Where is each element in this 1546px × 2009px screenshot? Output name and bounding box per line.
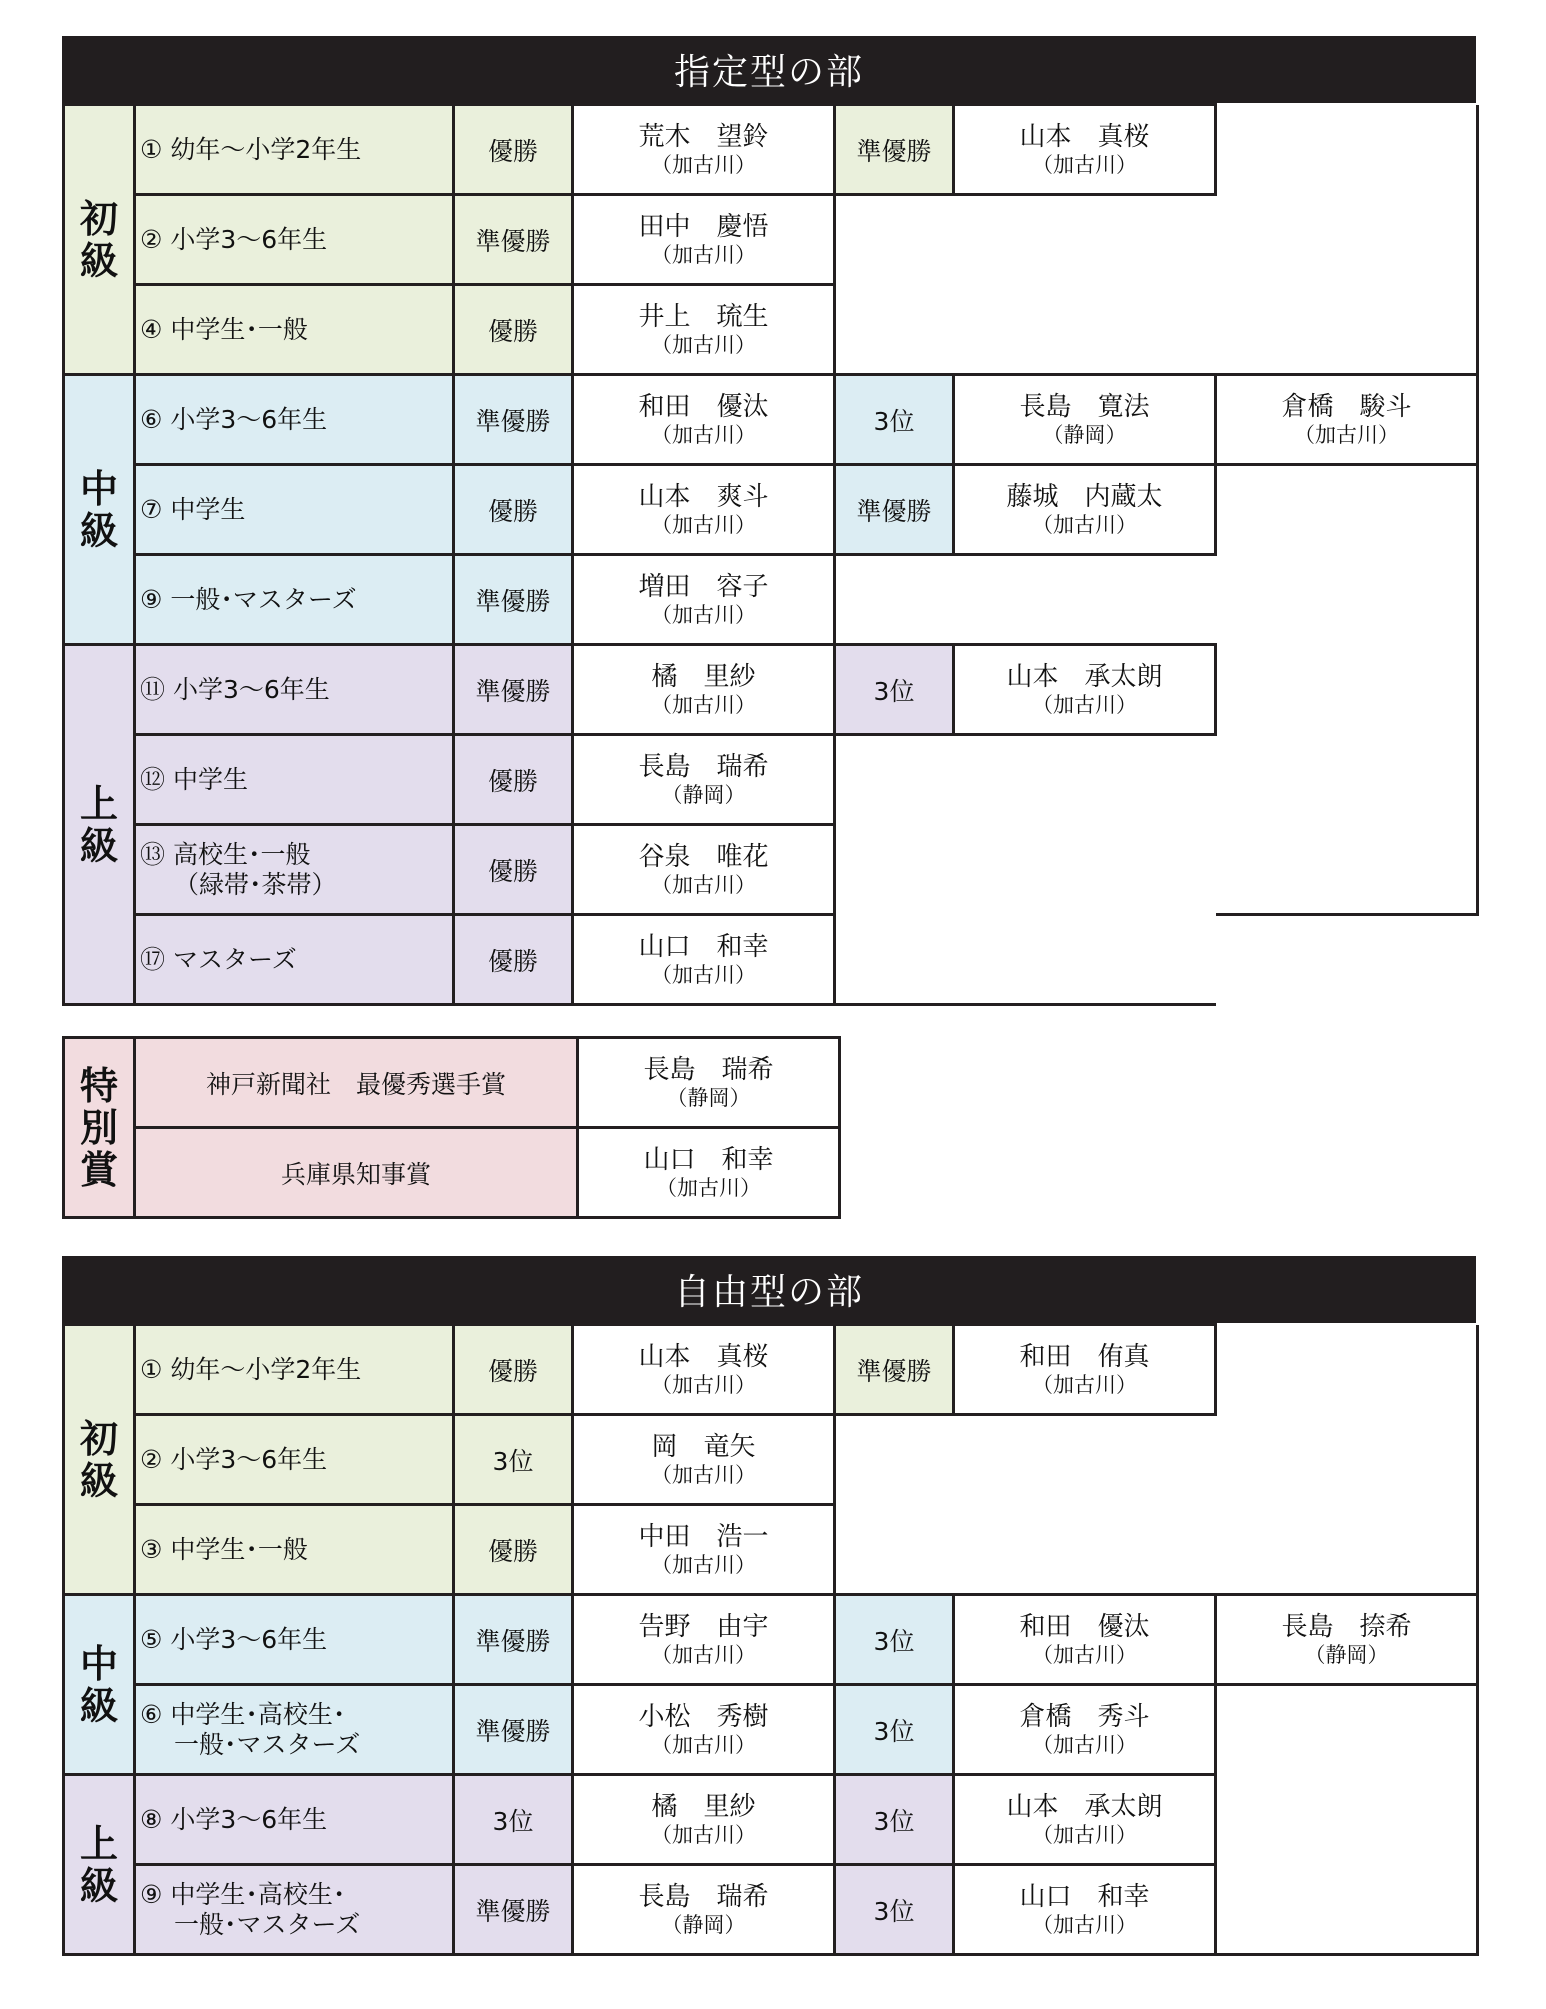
table-row	[64, 1685, 1478, 1775]
level-label: 初 級	[64, 1325, 135, 1595]
table-row	[64, 1595, 1478, 1685]
winner-cell: 長島 捺希 （静岡）	[1216, 1595, 1478, 1685]
level-label: 中 級	[64, 375, 135, 645]
winner-cell: 和田 優汰 （加古川）	[954, 1595, 1216, 1685]
category-cell: ③ 中学生･一般	[135, 1505, 454, 1595]
level-label: 中 級	[64, 1595, 135, 1775]
category-cell: ⑥ 小学3～6年生	[135, 375, 454, 465]
winner-cell: 長島 瑞希 （静岡）	[573, 1865, 835, 1955]
result-label: 準優勝	[454, 1595, 573, 1685]
category-cell: ② 小学3～6年生	[135, 1415, 454, 1505]
result-label: 準優勝	[835, 465, 954, 555]
result-label: 優勝	[454, 825, 573, 915]
winner-cell: 山本 真桜 （加古川）	[573, 1325, 835, 1415]
winner-cell: 中田 浩一 （加古川）	[573, 1505, 835, 1595]
result-label: 3位	[454, 1415, 573, 1505]
result-label: 優勝	[454, 915, 573, 1005]
result-label: 3位	[835, 375, 954, 465]
winner-cell: 井上 琉生 （加古川）	[573, 285, 835, 375]
winner-cell: 山本 真桜 （加古川）	[954, 105, 1216, 195]
award-name: 神戸新聞社 最優秀選手賞	[135, 1038, 578, 1128]
winner-cell: 荒木 望鈴 （加古川）	[573, 105, 835, 195]
result-label: 3位	[835, 645, 954, 735]
winner-cell: 岡 竜矢 （加古川）	[573, 1415, 835, 1505]
category-cell: ⑫ 中学生	[135, 735, 454, 825]
result-label: 3位	[454, 1775, 573, 1865]
winner-cell: 和田 優汰 （加古川）	[573, 375, 835, 465]
category-cell: ⑬ 高校生･一般 （緑帯･茶帯）	[135, 825, 454, 915]
winner-cell: 長島 寛法 （静岡）	[954, 375, 1216, 465]
result-label: 準優勝	[454, 195, 573, 285]
result-label: 優勝	[454, 735, 573, 825]
result-label: 準優勝	[835, 105, 954, 195]
results-table	[62, 103, 1479, 1006]
winner-cell: 山口 和幸 （加古川）	[573, 915, 835, 1005]
result-label: 準優勝	[454, 375, 573, 465]
result-label: 優勝	[454, 285, 573, 375]
winner-cell: 山口 和幸 （加古川）	[578, 1128, 840, 1218]
category-cell: ⑧ 小学3～6年生	[135, 1775, 454, 1865]
result-label: 準優勝	[454, 555, 573, 645]
winner-cell: 谷泉 唯花 （加古川）	[573, 825, 835, 915]
category-cell: ① 幼年～小学2年生	[135, 1325, 454, 1415]
category-cell: ⑰ マスターズ	[135, 915, 454, 1005]
level-label: 上 級	[64, 645, 135, 1005]
level-label: 上 級	[64, 1775, 135, 1955]
winner-cell: 和田 侑真 （加古川）	[954, 1325, 1216, 1415]
result-label: 優勝	[454, 1505, 573, 1595]
winner-cell: 増田 容子 （加古川）	[573, 555, 835, 645]
category-cell: ⑦ 中学生	[135, 465, 454, 555]
winner-cell: 藤城 内蔵太 （加古川）	[954, 465, 1216, 555]
result-label: 3位	[835, 1685, 954, 1775]
table-row	[64, 915, 1478, 1005]
winner-cell: 山本 爽斗 （加古川）	[573, 465, 835, 555]
result-label: 3位	[835, 1775, 954, 1865]
table-row	[64, 1038, 840, 1128]
winner-cell: 告野 由宇 （加古川）	[573, 1595, 835, 1685]
results-table	[62, 1323, 1479, 1956]
winner-cell: 長島 瑞希 （静岡）	[578, 1038, 840, 1128]
level-label: 初 級	[64, 105, 135, 375]
winner-cell: 山本 承太朗 （加古川）	[954, 645, 1216, 735]
winner-cell: 橘 里紗 （加古川）	[573, 645, 835, 735]
category-cell: ④ 中学生･一般	[135, 285, 454, 375]
section-title: 自由型の部	[62, 1256, 1476, 1323]
result-label: 準優勝	[454, 1865, 573, 1955]
winner-cell: 長島 瑞希 （静岡）	[573, 735, 835, 825]
result-label: 準優勝	[835, 1325, 954, 1415]
category-cell: ⑨ 中学生･高校生･ 一般･マスターズ	[135, 1865, 454, 1955]
winner-cell: 橘 里紗 （加古川）	[573, 1775, 835, 1865]
winner-cell: 小松 秀樹 （加古川）	[573, 1685, 835, 1775]
kata-designated-section	[62, 36, 1476, 1006]
result-label: 優勝	[454, 465, 573, 555]
kata-free-section	[62, 1256, 1476, 1956]
special-awards-section	[62, 1036, 838, 1219]
winner-cell: 田中 慶悟 （加古川）	[573, 195, 835, 285]
result-label: 3位	[835, 1865, 954, 1955]
result-label: 準優勝	[454, 1685, 573, 1775]
result-label: 優勝	[454, 1325, 573, 1415]
section-title: 指定型の部	[62, 36, 1476, 103]
table-row	[64, 1128, 840, 1218]
category-cell: ① 幼年～小学2年生	[135, 105, 454, 195]
category-cell: ⑪ 小学3～6年生	[135, 645, 454, 735]
award-name: 兵庫県知事賞	[135, 1128, 578, 1218]
winner-cell: 倉橋 秀斗 （加古川）	[954, 1685, 1216, 1775]
category-cell: ⑥ 中学生･高校生･ 一般･マスターズ	[135, 1685, 454, 1775]
table-row	[64, 1325, 1478, 1415]
result-label: 準優勝	[454, 645, 573, 735]
category-cell: ⑨ 一般･マスターズ	[135, 555, 454, 645]
category-cell: ② 小学3～6年生	[135, 195, 454, 285]
table-row	[64, 105, 1478, 195]
winner-cell: 山本 承太朗 （加古川）	[954, 1775, 1216, 1865]
table-row	[64, 375, 1478, 465]
winner-cell: 倉橋 駿斗 （加古川）	[1216, 375, 1478, 465]
category-cell: ⑤ 小学3～6年生	[135, 1595, 454, 1685]
result-label: 優勝	[454, 105, 573, 195]
table-row	[64, 465, 1478, 555]
special-awards-table	[62, 1036, 841, 1219]
winner-cell: 山口 和幸 （加古川）	[954, 1865, 1216, 1955]
result-label: 3位	[835, 1595, 954, 1685]
special-award-label: 特 別 賞	[64, 1038, 135, 1218]
